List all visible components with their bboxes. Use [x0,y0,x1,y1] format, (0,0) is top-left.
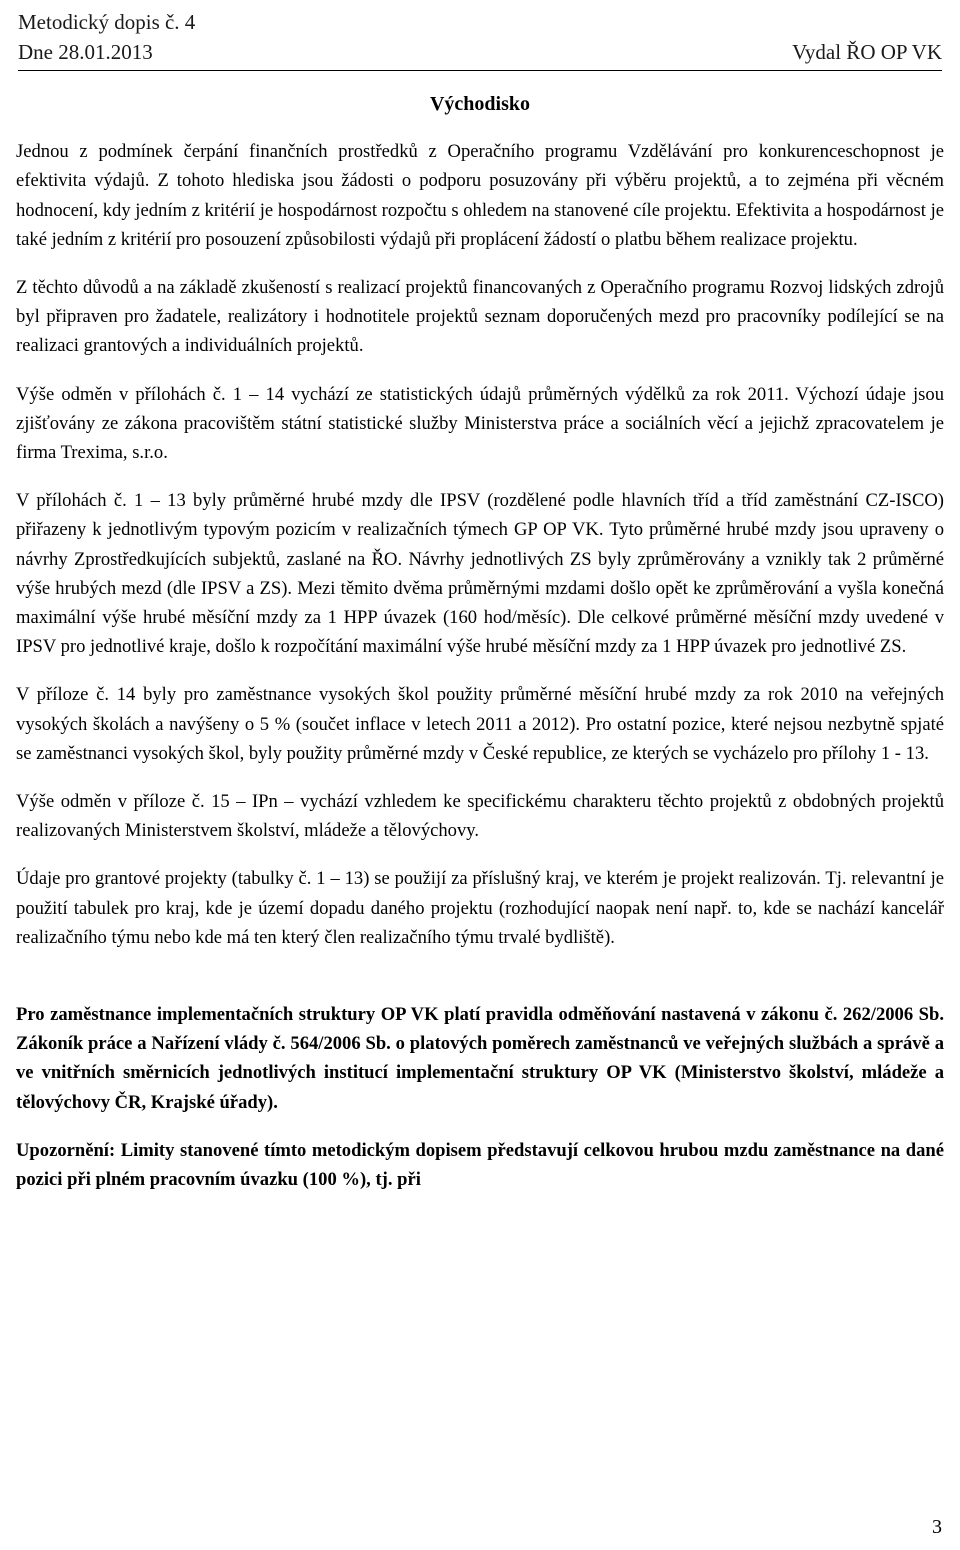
paragraph-warning: Upozornění: Limity stanovené tímto metodickým dopisem představují celkovou hrubou mzdu zaměstnance na dané pozici při plném pracovním úvazku (100 %), tj. při [16,1139,944,1191]
paragraph-annex-15: Výše odměn v příloze č. 15 – IPn – vychází vzhledem ke specifickému charakteru těchto projektů z obdobných projektů realizovaných Ministerstvem školství, mládeže a tělovýchovy. [16,791,944,842]
document-title: Metodický dopis č. 4 [18,10,196,34]
paragraph-annexes-1-13: V přílohách č. 1 – 13 byly průměrné hrubé mzdy dle IPSV (rozdělené podle hlavních tříd a tříd zaměstnání CZ-ISCO) přiřazeny k jednotlivým typovým pozicím v realizačních týmech GP OP VK. Tyto průměrné hrubé mzdy jsou upraveny o návrhy Zprostředkujících subjektů, zaslané na ŘO. Návrhy jednotlivých ZS byly zprůměrovány a vznikly tak 2 průměrné výše hrubých mezd (dle IPSV a ZS). Mezi těmito dvěma průměrnými mzdami došlo opět ke zprůměrování a vyšla konečná maximální výše hrubé měsíční mzdy za 1 HPP úvazek (160 hod/měsíc). Dle celkové průměrné měsíční mzdy uvedené v IPSV pro jednotlivé kraje, došlo k rozpočítání maximální výše hrubé měsíční mzdy za 1 HPP úvazek pro jednotlivé ZS. [16,490,944,658]
page-header [18,6,942,71]
paragraph-reasons: Z těchto důvodů a na základě zkušeností s realizací projektů financovaných z Operačního programu Rozvoj lidských zdrojů byl připraven pro žadatele, realizátory i hodnotitele projektů seznam doporučených mezd pro pracovníky podílející se na realizaci grantových a individuálních projektů. [16,277,944,357]
document-body [16,90,944,1213]
paragraph-statistics: Výše odměn v přílohách č. 1 – 14 vychází ze statistických údajů průměrných výdělků za rok 2011. Výchozí údaje jsou zjišťovány ze zákona pracovištěm státní statistické služby Ministerstva práce a sociálních věcí a jejichž zpracovatelem je firma Trexima, s.r.o. [16,383,944,464]
paragraph-grant-projects: Údaje pro grantové projekty (tabulky č. 1 – 13) se použijí za příslušný kraj, ve kterém je projekt realizován. Tj. relevantní je použití tabulek pro kraj, kde je území dopadu daného projektu (rozhodující naopak není např. to, kde se nachází kancelář realizačního týmu nebo kde má ten který člen realizačního týmu trvalé bydliště). [16,868,944,948]
paragraph-annex-14: V příloze č. 14 byly pro zaměstnance vysokých škol použity průměrné měsíční hrubé mzdy za rok 2010 na veřejných vysokých školách a navýšeny o 5 % (součet inflace v letech 2011 a 2012). Pro ostatní pozice, které nejsou nezbytně spjaté se zaměstnanci vysokých škol, byly použity průměrné mzdy v České republice, ze kterých se vycházelo pro přílohy 1 - 13. [16,684,944,764]
paragraph-implementation-rules: Pro zaměstnance implementačních struktury OP VK platí pravidla odměňování nastavená v zákonu č. 262/2006 Sb. Zákoník práce a Nařízení vlády č. 564/2006 Sb. o platových poměrech zaměstnanců ve veřejných službách a správě a ve vnitřních směrnicích jednotlivých institucí implementační struktury OP VK (Ministerstvo školství, mládeže a tělovýchovy ČR, Krajské úřady). [16,1004,944,1113]
document-date: Dne 28.01.2013 [18,40,153,64]
page-number: 3 [932,1516,942,1538]
paragraph-efficiency: Jednou z podmínek čerpání finančních prostředků z Operačního programu Vzdělávání pro konkurenceschopnost je efektivita výdajů. Z tohoto hlediska jsou žádosti o podporu posuzovány při výběru projektů, a to zejména při věcném hodnocení, kdy jedním z kritérií je hospodárnost rozpočtu s ohledem na stanovené cíle projektu. Efektivita a hospodárnost je také jedním z kritérií pro posouzení způsobilosti výdajů při proplácení žádostí o platbu během realizace projektu. [16,141,944,250]
section-heading: Východisko [429,93,531,115]
document-issuer: Vydal ŘO OP VK [792,40,942,64]
